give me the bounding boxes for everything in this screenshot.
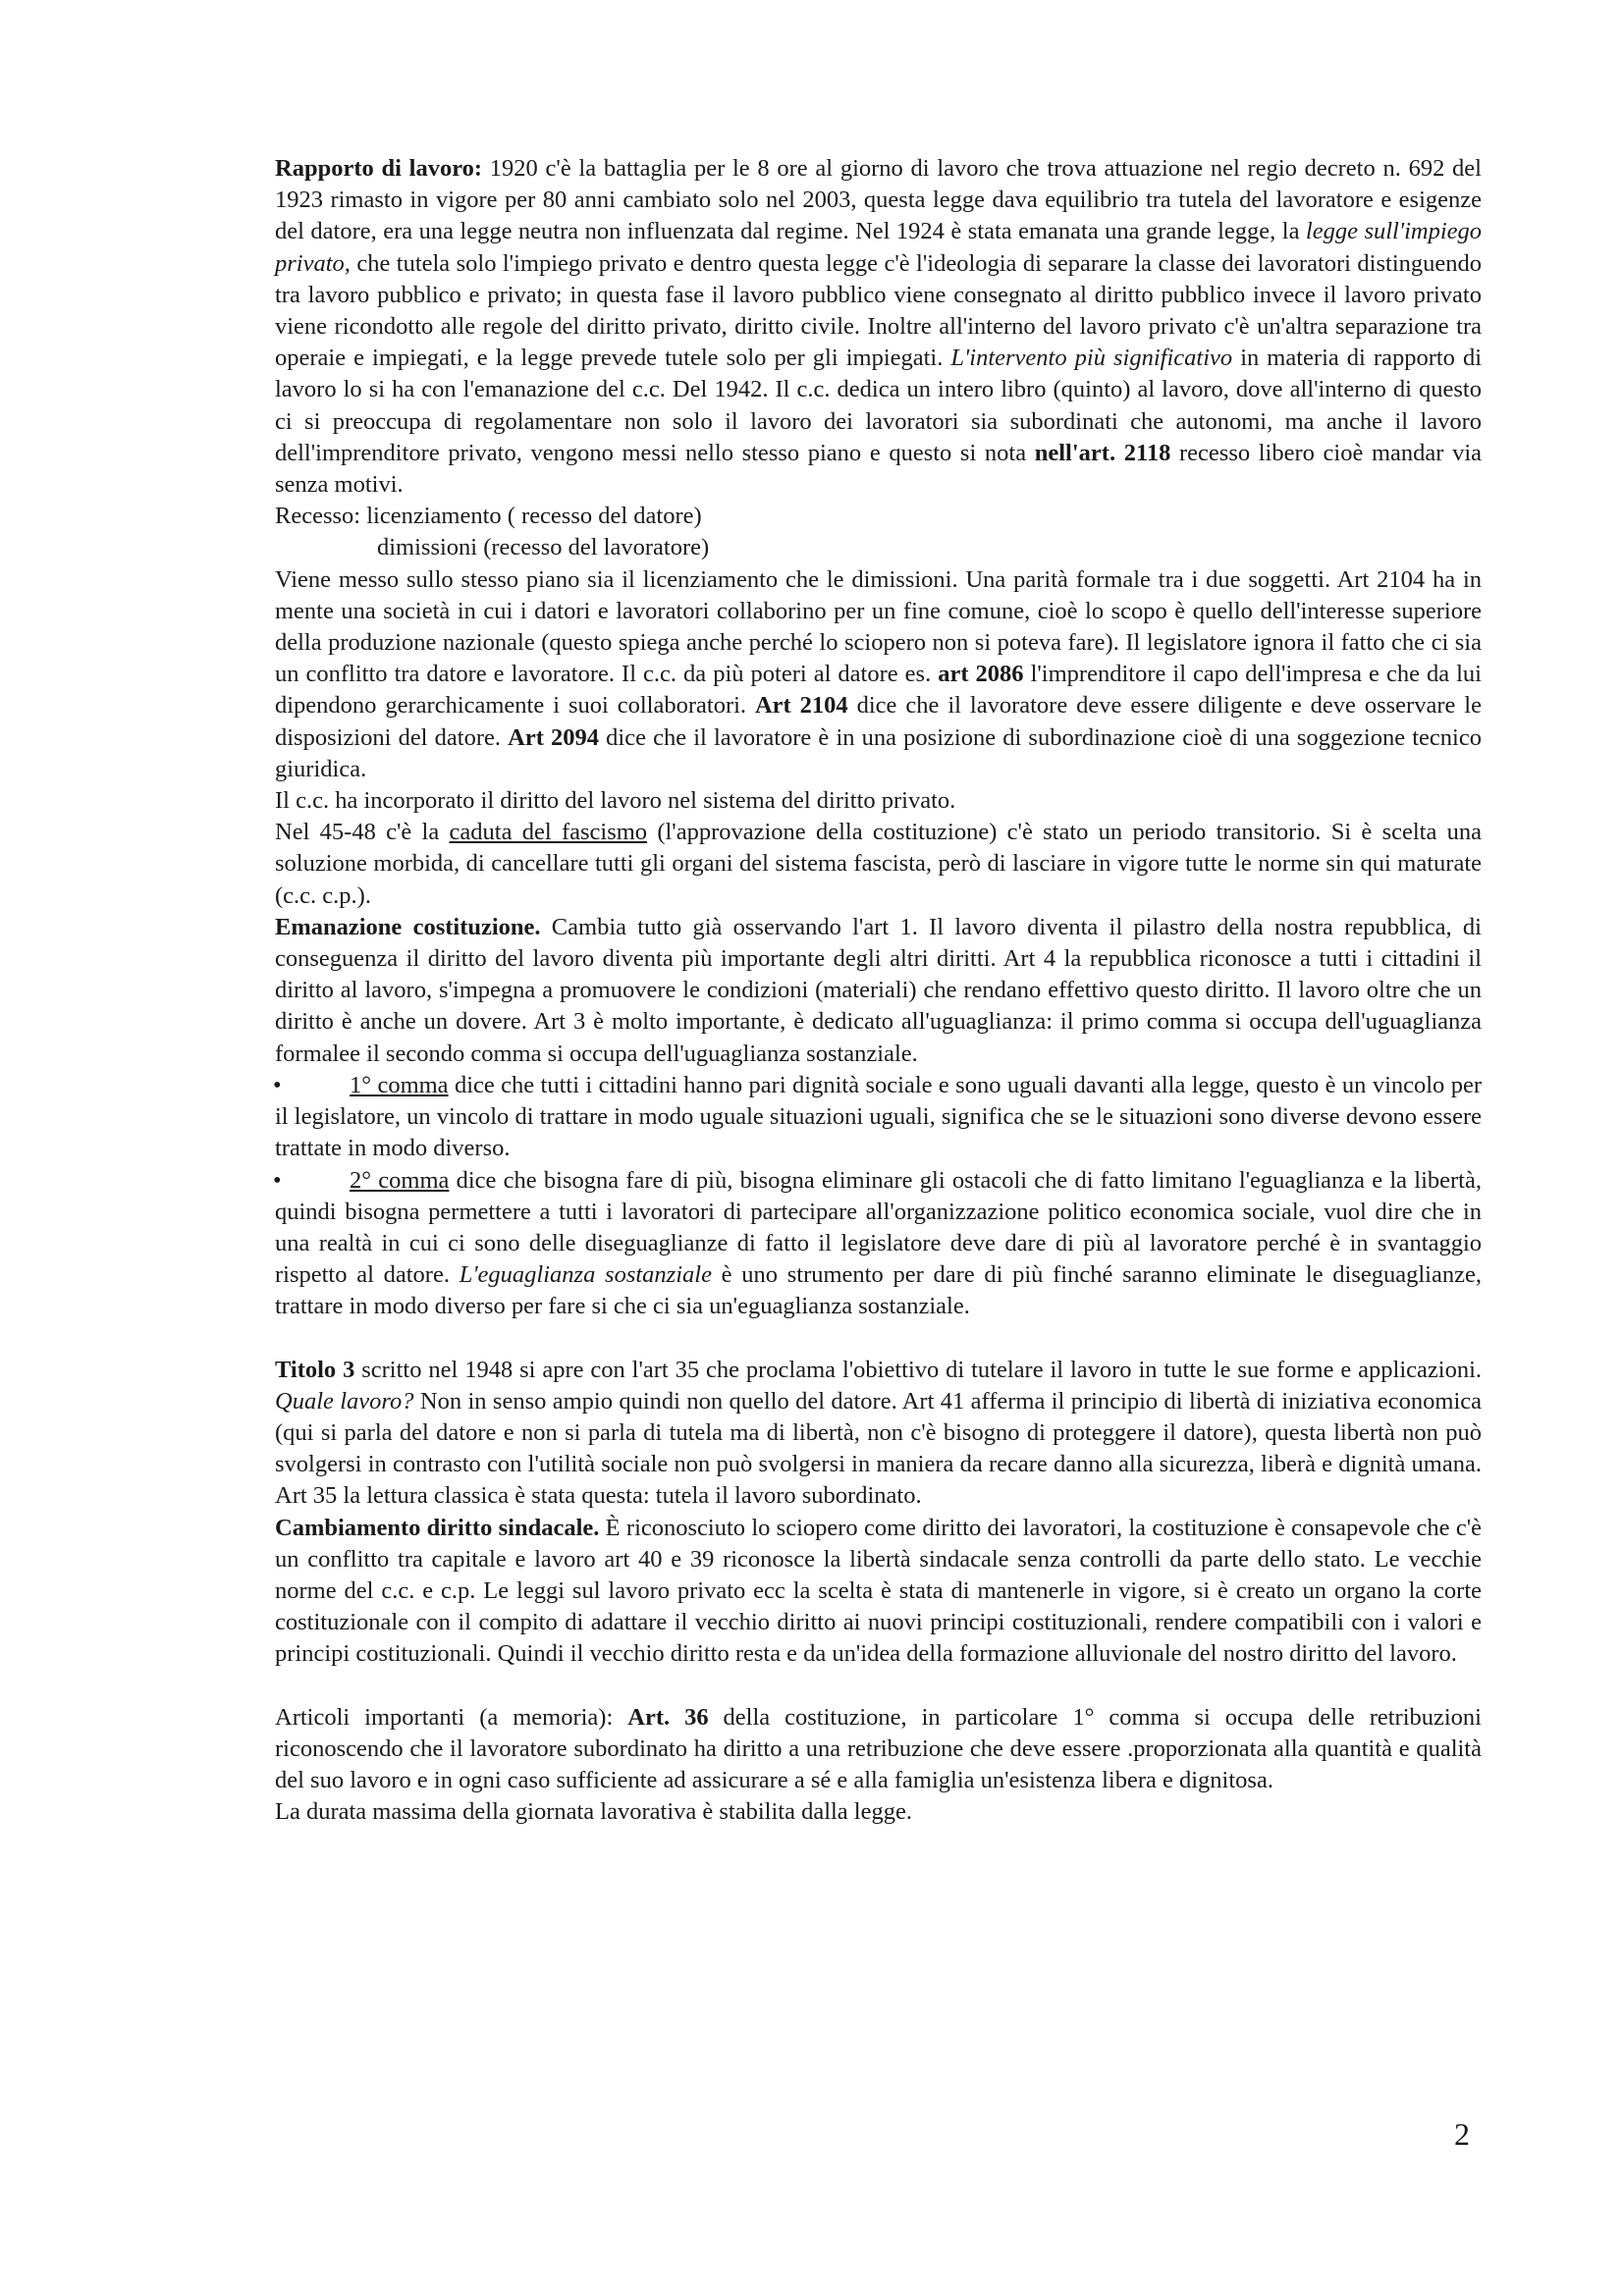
underlined-run: 1° comma	[350, 1071, 449, 1098]
heading-rapporto-di-lavoro: Rapporto di lavoro:	[275, 155, 483, 182]
italic-run: L'intervento più significativo	[950, 345, 1233, 372]
recesso-line-2: dimissioni (recesso del lavoratore)	[377, 534, 710, 561]
text-run: Viene messo sullo stesso piano sia il licenziamento che le dimissioni. Una parità formale tra i due soggetti. Art 2104 ha in mente una società in cui i datori e lavoratori collaborino per un fine comune, cioè lo scopo è quello dell'interesse superiore della produzione nazionale (questo spiega anche perché lo sciopero non si poteva fare). Il legislatore ignora il fatto che ci sia un conflitto tra datore e lavoratore. Il c.c. da più poteri al datore es.	[275, 565, 1482, 688]
paragraph-spacer	[275, 1323, 1482, 1355]
italic-run: L'eguaglianza sostanziale	[459, 1261, 712, 1289]
text-run: 1920 c'è la battaglia per le 8 ore al giorno di lavoro che trova attuazione nel regio decreto n. 692 del 1923 rimasto in vigore per 80 anni cambiato solo nel 2003, questa legge dava equilibrio tra tutela del lavoratore e esigenze del datore, era una legge neutra non influenzata dal regime. Nel 1924 è stata emanata una grande legge, la	[275, 155, 1482, 245]
bold-run: art 2086	[938, 661, 1024, 688]
bold-run: Art. 36	[627, 1703, 709, 1731]
paragraph-titolo-3	[275, 1355, 1482, 1513]
document-page	[275, 153, 1482, 1828]
text-run: è uno strumento per dare di più finché saranno eliminate le diseguaglianze, trattare in modo diverso per fare si che ci sia un'eguaglianza sostanziale.	[275, 1261, 1482, 1320]
paragraph-cc-incorporato: Il c.c. ha incorporato il diritto del lavoro nel sistema del diritto privato.	[275, 787, 956, 815]
paragraph-spacer	[275, 1671, 1482, 1702]
heading-emanazione-costituzione: Emanazione costituzione.	[275, 913, 541, 940]
paragraph-articoli-importanti	[275, 1702, 1482, 1797]
bullet-item-secondo-comma: • 2° comma dice che bisogna fare di più, bisogna eliminare gli ostacoli che di fatto limitano l'eguaglianza e la libertà, quindi bisogna permettere a tutti i lavoratori di partecipare all'organizzazione politico economica sociale, vuol dire che in una realtà in cui ci sono delle diseguaglianze di fatto il legislatore deve dare di più al lavoratore perché è in svantaggio rispetto al datore. L'eguaglianza sostanziale è uno strumento per dare di più finché saranno eliminate le diseguaglianze, trattare in modo diverso per fare si che ci sia un'eguaglianza sostanziale.	[273, 1166, 1482, 1320]
text-run: Cambia tutto già osservando l'art 1. Il lavoro diventa il pilastro della nostra repubblica, di conseguenza il diritto del lavoro diventa più importante degli altri diritti. Art 4 la repubblica riconosce a tutti i cittadini il diritto al lavoro, s'impegna a promuovere le condizioni (materiali) che rendano effettivo questo diritto. Il lavoro oltre che un diritto è anche un dovere. Art 3 è molto importante, è dedicato all'uguaglianza: il primo comma si occupa dell'uguaglianza formalee il secondo comma si occupa dell'uguaglianza sostanziale.	[275, 913, 1482, 1067]
paragraph-caduta-fascismo	[275, 817, 1482, 912]
text-run: dice che il lavoratore deve essere diligente e deve osservare le disposizioni del datore.	[275, 692, 1482, 751]
italic-run: legge sull'impiego privato,	[275, 218, 1483, 277]
bold-run: nell'art. 2118	[1034, 439, 1171, 466]
paragraph-rapporto-di-lavoro	[275, 153, 1482, 501]
italic-run: Quale lavoro?	[275, 1387, 414, 1415]
paragraph-parita-formale	[275, 564, 1482, 785]
text-run: scritto nel 1948 si apre con l'art 35 che proclama l'obiettivo di tutelare il lavoro in tutte le sue forme e applicazioni.	[354, 1356, 1483, 1383]
text-run: dice che il lavoratore è in una posizione di subordinazione cioè di una soggezione tecnico giuridica.	[275, 723, 1482, 782]
bullet-item-primo-comma: • 1° comma dice che tutti i cittadini hanno pari dignità sociale e sono uguali davanti alla legge, questo è un vincolo per il legislatore, un vincolo di trattare in modo uguale situazioni uguali, significa che se le situazioni sono diverse devono essere trattate in modo diverso.	[273, 1071, 1482, 1162]
paragraph-emanazione-costituzione	[275, 912, 1482, 1070]
heading-cambiamento-diritto-sindacale: Cambiamento diritto sindacale.	[275, 1514, 600, 1541]
text-run: che tutela solo l'impiego privato e dentro questa legge c'è l'ideologia di separare la classe dei lavoratori distinguendo tra lavoro pubblico e privato; in questa fase il lavoro pubblico viene consegnato al diritto pubblico invece il lavoro privato viene ricondotto alle regole del diritto privato, diritto civile. Inoltre all'interno del lavoro privato c'è un'altra separazione tra operaie e impiegati, e la legge prevede tutele solo per gli impiegati.	[275, 249, 1482, 372]
text-run: Nel 45-48 c'è la	[275, 819, 450, 846]
bold-run: Art 2104	[754, 692, 848, 720]
page-number: 2	[1454, 2116, 1470, 2152]
underlined-run: caduta del fascismo	[449, 819, 648, 846]
text-run: Articoli importanti (a memoria):	[275, 1703, 628, 1731]
paragraph-durata-massima: La durata massima della giornata lavorativa è stabilita dalla legge.	[275, 1798, 912, 1826]
underlined-run: 2° comma	[350, 1166, 450, 1194]
text-run: È riconosciuto lo sciopero come diritto dei lavoratori, la costituzione è consapevole che c'è un conflitto tra capitale e lavoro art 40 e 39 riconosce la libertà sindacale senza controlli da parte dello stato. Le vecchie norme del c.c. e c.p. Le leggi sul lavoro privato ecc la scelta è stata di mantenerle in vigore, si è creato un organo la corte costituzionale con il compito di adattare il vecchio diritto ai nuovi principi costituzionali, rendere compatibili con i valori e principi costituzionali. Quindi il vecchio diritto resta e da un'idea della formazione alluvionale del nostro diritto del lavoro.	[275, 1514, 1482, 1668]
text-run: in materia di rapporto di lavoro lo si ha con l'emanazione del c.c. Del 1942. Il c.c. dedica un intero libro (quinto) al lavoro, dove all'interno di questo ci si preoccupa di regolamentare non solo il lavoro dei lavoratori sia subordinati che autonomi, ma anche il lavoro dell'imprenditore privato, vengono messi nello stesso piano e questo si nota	[275, 345, 1483, 466]
text-run: dice che bisogna fare di più, bisogna eliminare gli ostacoli che di fatto limitano l'eguaglianza e la libertà, quindi bisogna permettere a tutti i lavoratori di partecipare all'organizzazione politico economica sociale, vuol dire che in una realtà in cui ci sono delle diseguaglianze di fatto il legislatore deve dare di più al lavoratore perché è in svantaggio rispetto al datore.	[275, 1166, 1482, 1289]
paragraph-cambiamento-diritto-sindacale	[275, 1513, 1482, 1671]
heading-titolo-3: Titolo 3	[275, 1356, 355, 1383]
text-run: (l'approvazione della costituzione) c'è stato un periodo transitorio. Si è scelta una soluzione morbida, di cancellare tutti gli organi del sistema fascista, però di lasciare in vigore tutte le norme sin qui maturate (c.c. c.p.).	[275, 819, 1482, 909]
bold-run: Art 2094	[508, 723, 599, 751]
text-run: l'imprenditore il capo dell'impresa e che da lui dipendono gerarchicamente i suoi collaboratori.	[275, 661, 1482, 720]
text-run: recesso libero cioè mandar via senza motivi.	[275, 439, 1482, 499]
text-run: dice che tutti i cittadini hanno pari dignità sociale e sono uguali davanti alla legge, questo è un vincolo per il legislatore, un vincolo di trattare in modo uguale situazioni uguali, significa che se le situazioni sono diverse devono essere trattate in modo diverso.	[275, 1071, 1482, 1162]
recesso-line-1: Recesso: licenziamento ( recesso del datore)	[275, 503, 702, 530]
text-run: della costituzione, in particolare 1° comma si occupa delle retribuzioni riconoscendo che il lavoratore subordinato ha diritto a una retribuzione che deve essere .proporzionata alla quantità e qualità del suo lavoro e in ogni caso sufficiente ad assicurare a sé e alla famiglia un'esistenza libera e dignitosa.	[275, 1703, 1482, 1793]
text-run: Non in senso ampio quindi non quello del datore. Art 41 afferma il principio di libertà di iniziativa economica (qui si parla del datore e non si parla di tutela ma di libertà, non c'è bisogno di proteggere il datore), questa libertà non può svolgersi in contrasto con l'utilità sociale non può svolgersi in maniera da recare danno alla sicurezza, liberà e dignità umana. Art 35 la lettura classica è stata questa: tutela il lavoro subordinato.	[275, 1387, 1482, 1510]
